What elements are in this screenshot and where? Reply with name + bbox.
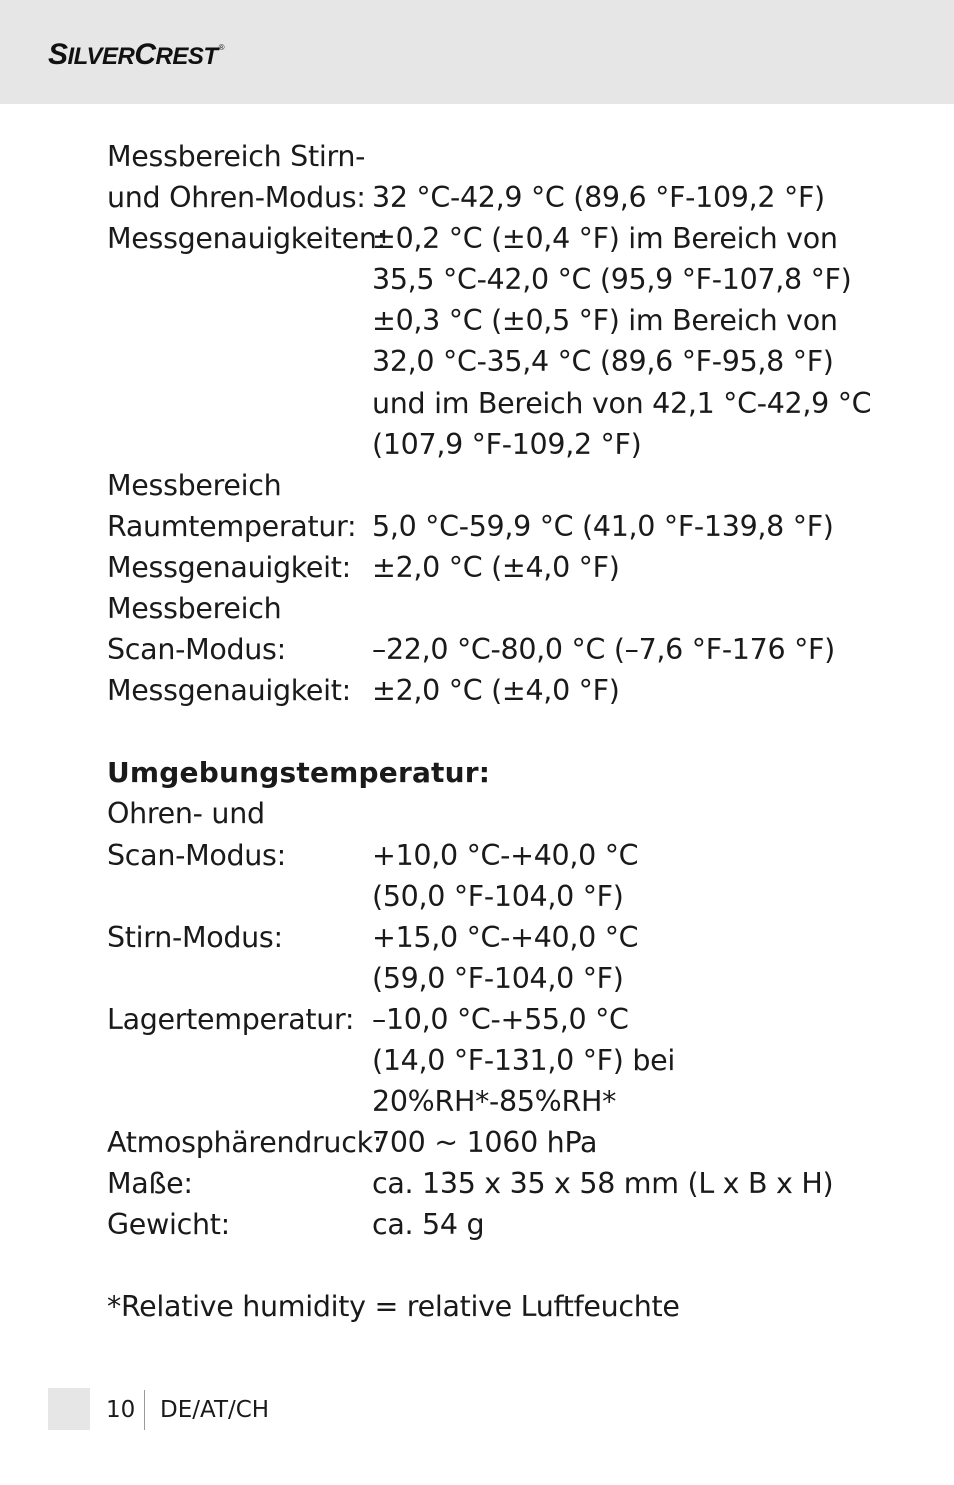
spec-row: [107, 1163, 907, 1204]
spec-value: [372, 793, 907, 834]
spec-value: [372, 136, 907, 177]
spec-row: [107, 341, 907, 382]
spec-value: 35,5 °C-42,0 °C (95,9 °F-107,8 °F): [372, 263, 852, 297]
section-gap: [107, 1245, 907, 1286]
spec-label: Scan-Modus:: [107, 838, 286, 872]
spec-label: [107, 383, 372, 424]
spec-row: [107, 465, 907, 506]
spec-value: 20%RH*-85%RH*: [372, 1085, 617, 1119]
spec-label: Lagertemperatur:: [107, 1002, 355, 1036]
spec-row: [107, 629, 907, 670]
spec-value: (107,9 °F-109,2 °F): [372, 427, 642, 461]
spec-label: [107, 341, 372, 382]
spec-row: [107, 876, 907, 917]
spec-row: [107, 793, 907, 834]
spec-row: [107, 670, 907, 711]
spec-value: (50,0 °F-104,0 °F): [372, 879, 624, 913]
spec-value: +15,0 °C-+40,0 °C: [372, 920, 639, 954]
spec-value: [372, 588, 907, 629]
registered-mark: ®: [218, 43, 224, 52]
spec-row: [107, 136, 907, 177]
spec-row: [107, 917, 907, 958]
spec-row: [107, 835, 907, 876]
section-gap: [107, 711, 907, 752]
footer-divider: [144, 1390, 145, 1430]
spec-label: Messgenauigkeiten:: [107, 222, 386, 256]
spec-label: [107, 958, 372, 999]
region-label: DE/AT/CH: [160, 1397, 270, 1423]
spec-label: [107, 300, 372, 341]
logo-rest: REST: [155, 43, 218, 70]
spec-row: [107, 1204, 907, 1245]
spec-value: ±0,2 °C (±0,4 °F) im Bereich von: [372, 222, 838, 256]
spec-row: [107, 259, 907, 300]
logo-ilver: ILVER: [67, 43, 135, 70]
spec-value: ±2,0 °C (±4,0 °F): [372, 674, 620, 708]
spec-row: [107, 547, 907, 588]
spec-row: [107, 506, 907, 547]
spec-label: Messbereich: [107, 468, 282, 502]
spec-row: [107, 383, 907, 424]
spec-label: Messgenauigkeit:: [107, 674, 351, 708]
spec-label: Atmosphärendruck:: [107, 1126, 383, 1160]
spec-label: Messbereich: [107, 592, 282, 626]
logo-letter-c: C: [134, 38, 156, 71]
spec-value: 32,0 °C-35,4 °C (89,6 °F-95,8 °F): [372, 345, 834, 379]
spec-label: [107, 1040, 372, 1081]
spec-label: Scan-Modus:: [107, 633, 286, 667]
spec-row: [107, 424, 907, 465]
section-heading: Umgebungstemperatur:: [107, 756, 491, 790]
spec-label: Raumtemperatur:: [107, 509, 357, 543]
brand-logo: [48, 38, 224, 72]
spec-row: [107, 300, 907, 341]
footer-marker: [48, 1388, 90, 1430]
spec-value: 5,0 °C-59,9 °C (41,0 °F-139,8 °F): [372, 509, 834, 543]
spec-label: Messbereich Stirn-: [107, 140, 366, 173]
spec-value: (59,0 °F-104,0 °F): [372, 961, 624, 995]
spec-row: [107, 218, 907, 259]
spec-label: [107, 876, 372, 917]
spec-row: [107, 588, 907, 629]
spec-value: 700 ~ 1060 hPa: [372, 1126, 598, 1160]
spec-label: Messgenauigkeit:: [107, 550, 351, 584]
spec-value: (14,0 °F-131,0 °F) bei: [372, 1043, 675, 1077]
spec-label: [107, 1081, 372, 1122]
spec-value: +10,0 °C-+40,0 °C: [372, 838, 639, 872]
page-number: 10: [106, 1397, 136, 1423]
spec-content: [107, 136, 907, 1327]
page-header: [0, 0, 954, 104]
spec-label: [107, 259, 372, 300]
spec-value: [372, 465, 907, 506]
spec-table-top: [107, 136, 907, 711]
spec-value: ±0,3 °C (±0,5 °F) im Bereich von: [372, 304, 838, 338]
spec-label: Stirn-Modus:: [107, 920, 283, 954]
spec-value: –22,0 °C-80,0 °C (–7,6 °F-176 °F): [372, 633, 835, 667]
spec-table-bottom: [107, 793, 907, 1245]
spec-label: und Ohren-Modus:: [107, 181, 366, 215]
spec-row: [107, 1081, 907, 1122]
spec-value: ±2,0 °C (±4,0 °F): [372, 550, 620, 584]
spec-value: ca. 135 x 35 x 58 mm (L x B x H): [372, 1167, 834, 1201]
spec-row: [107, 1122, 907, 1163]
spec-row: [107, 177, 907, 218]
spec-label: Maße:: [107, 1167, 193, 1201]
spec-row: [107, 958, 907, 999]
spec-row: [107, 999, 907, 1040]
spec-row: [107, 1040, 907, 1081]
spec-label: Gewicht:: [107, 1208, 230, 1242]
spec-value: und im Bereich von 42,1 °C-42,9 °C: [372, 386, 872, 420]
spec-label: [107, 424, 372, 465]
logo-letter-s: S: [48, 38, 68, 71]
spec-value: ca. 54 g: [372, 1208, 485, 1242]
spec-value: –10,0 °C-+55,0 °C: [372, 1002, 629, 1036]
footnote: *Relative humidity = relative Luftfeuchte: [107, 1290, 680, 1324]
spec-value: 32 °C-42,9 °C (89,6 °F-109,2 °F): [372, 181, 825, 215]
spec-label: Ohren- und: [107, 797, 265, 831]
